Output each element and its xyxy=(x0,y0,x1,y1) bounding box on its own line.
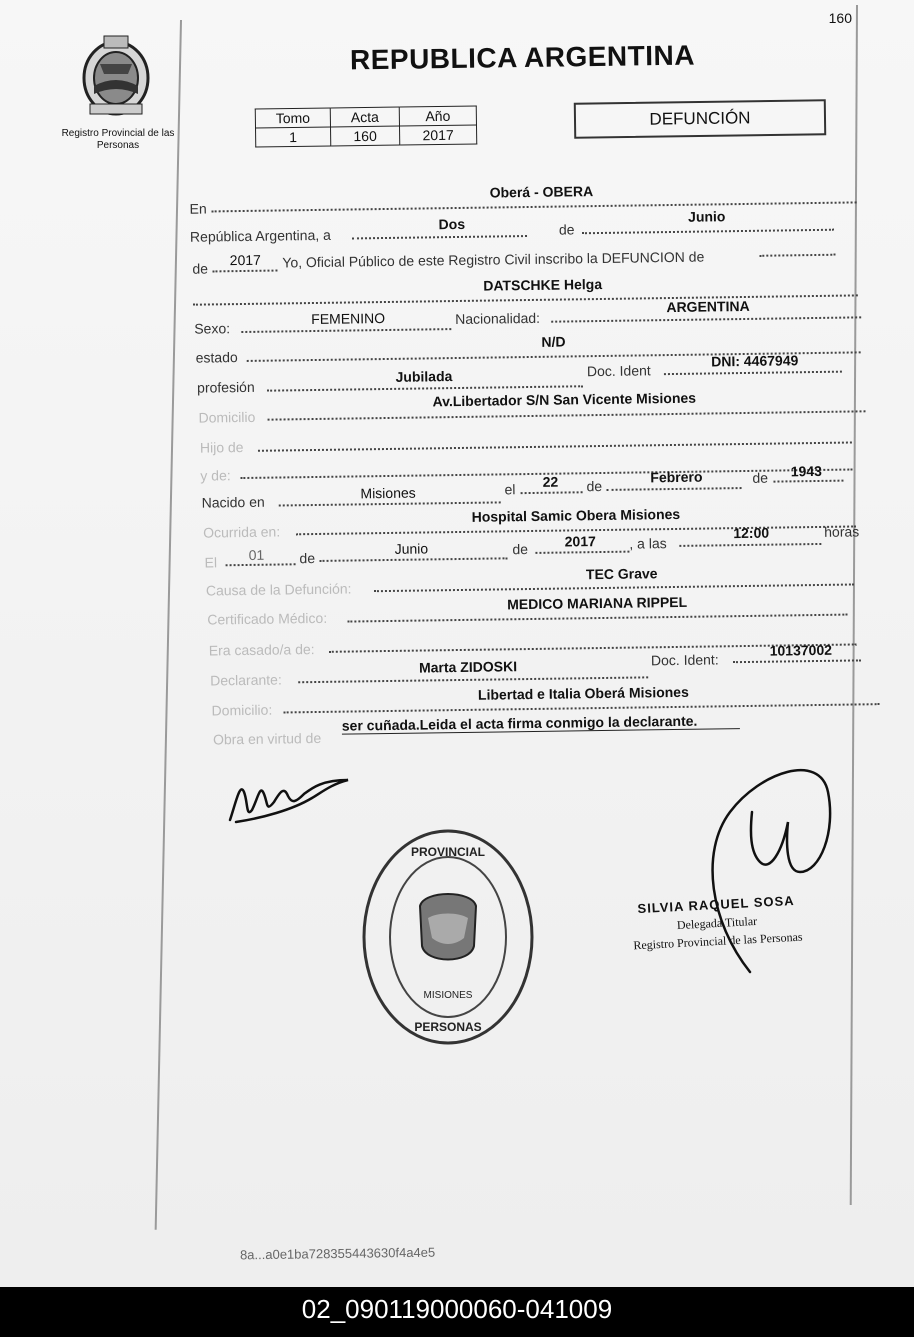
day-word-value: Dos xyxy=(438,215,466,233)
registry-name: Registro Provincial de las Personas xyxy=(61,128,175,151)
anio-value: 2017 xyxy=(399,125,476,145)
born-month-value: Febrero xyxy=(650,468,703,486)
official-name: SILVIA RAQUEL SOSA xyxy=(637,892,795,917)
son-of-label: Hijo de xyxy=(199,439,244,456)
doc-label: Doc. Ident xyxy=(586,362,651,380)
born-month-line xyxy=(607,487,742,491)
tomo-header: Tomo xyxy=(255,108,330,128)
year-line xyxy=(212,270,277,273)
spouse-label: Era casado/a de: xyxy=(208,641,315,659)
document-type-box: DEFUNCIÓN xyxy=(574,99,826,139)
svg-text:MISIONES: MISIONES xyxy=(423,990,473,1001)
document-hash: 8a...a0e1ba728355443630f4a4e5 xyxy=(239,1244,436,1263)
address-value: Av.Libertador S/N San Vicente Misiones xyxy=(432,389,697,410)
declarant-doc-label: Doc. Ident: xyxy=(650,651,719,669)
acta-header: Acta xyxy=(330,107,399,127)
month-value: Junio xyxy=(687,208,726,225)
profession-label: profesión xyxy=(196,378,255,396)
death-time-line xyxy=(679,543,821,547)
declarant-line xyxy=(298,676,648,683)
at-label: , a las xyxy=(629,535,667,552)
page-number: 160 xyxy=(828,10,852,26)
occurred-label: Ocurrida en: xyxy=(203,523,281,541)
declarant-label: Declarante: xyxy=(210,671,282,689)
nationality-value: ARGENTINA xyxy=(666,297,750,316)
cause-line xyxy=(374,583,854,592)
address-line xyxy=(268,410,866,420)
profession-value: Jubilada xyxy=(395,368,453,385)
month-line xyxy=(582,229,834,235)
place-value: Oberá - OBERA xyxy=(489,183,594,201)
death-year-line xyxy=(535,551,629,554)
cause-value: TEC Grave xyxy=(585,565,658,583)
born-place-line xyxy=(279,501,501,506)
official-seal-icon xyxy=(358,826,538,1048)
obra-label: Obra en virtud de xyxy=(212,729,322,748)
occurred-place-value: Hospital Samic Obera Misiones xyxy=(471,505,681,525)
sex-value: FEMENINO xyxy=(311,310,386,328)
republic-label: República Argentina, a xyxy=(189,226,331,245)
death-year-value: 2017 xyxy=(564,533,596,550)
de-label-6: de xyxy=(512,541,529,558)
certificate-label: Certificado Médico: xyxy=(207,609,328,628)
el2-label: El xyxy=(204,554,218,571)
de-label-4: de xyxy=(752,469,769,486)
acta-value: 160 xyxy=(331,126,400,146)
year-value: 2017 xyxy=(229,251,262,269)
footer-bar xyxy=(0,1287,914,1337)
tomo-value: 1 xyxy=(256,127,331,147)
born-year-value: 1943 xyxy=(790,462,823,480)
footer-code: 02_090119000060-041009 xyxy=(301,1294,613,1324)
de-label-3: de xyxy=(586,477,603,495)
death-month-line xyxy=(320,557,508,562)
address-label: Domicilio xyxy=(198,408,256,426)
born-day-line xyxy=(521,491,583,494)
deceased-name-value: DATSCHKE Helga xyxy=(483,275,603,294)
document-title: REPUBLICA ARGENTINA xyxy=(349,39,696,76)
de-label-5: de xyxy=(299,550,316,567)
born-place-value: Misiones xyxy=(360,484,416,502)
day-line xyxy=(352,235,527,239)
svg-text:PROVINCIAL: PROVINCIAL xyxy=(410,845,486,859)
de-label-2: de xyxy=(192,260,209,277)
and-of-label: y de: xyxy=(200,467,231,484)
profession-line xyxy=(267,385,583,391)
closing-text: ser cuñada.Leida el acta firma conmigo la declarante. xyxy=(342,712,740,735)
certificate-line xyxy=(347,614,847,623)
sex-label: Sexo: xyxy=(194,320,231,337)
sex-line xyxy=(241,328,451,333)
declarant-address-line xyxy=(284,703,880,713)
statement-text: Yo, Oficial Público de este Registro Civil inscribo la DEFUNCION de xyxy=(282,248,705,271)
de-label-1: de xyxy=(558,221,575,238)
estado-value: N/D xyxy=(541,333,566,350)
death-month-value: Junio xyxy=(394,540,429,557)
son-of-line xyxy=(258,442,852,452)
born-label: Nacido en xyxy=(201,493,265,511)
cause-label: Causa de la Defunción: xyxy=(205,580,352,599)
doc-value: DNI: 4467949 xyxy=(711,352,799,370)
official-role: Delegada Titular xyxy=(676,913,758,933)
certificate-value: MEDICO MARIANA RIPPEL xyxy=(507,593,688,613)
anio-header: Año xyxy=(399,106,476,126)
en-label: En xyxy=(189,200,207,217)
statement-line xyxy=(759,254,835,257)
born-day-value: 22 xyxy=(542,473,559,490)
official-signature-icon xyxy=(690,752,840,992)
death-time-value: 12:00 xyxy=(733,524,770,542)
doc-line xyxy=(664,371,842,375)
official-organization: Registro Provincial de las Personas xyxy=(633,929,803,953)
declarant-address-label: Domicilio: xyxy=(211,701,273,719)
nationality-label: Nacionalidad: xyxy=(455,309,541,328)
el-label: el xyxy=(504,481,516,498)
death-day-line xyxy=(226,563,296,566)
nationality-line xyxy=(551,316,861,322)
declarant-address-value: Libertad e Italia Oberá Misiones xyxy=(477,683,689,703)
official-stamp xyxy=(611,891,824,956)
declarant-doc-line xyxy=(733,659,861,663)
hours-label: horas xyxy=(824,523,860,540)
declarant-value: Marta ZIDOSKI xyxy=(418,658,518,676)
declarant-doc-value: 10137002 xyxy=(769,641,833,659)
death-day-value: 01 xyxy=(248,546,265,563)
estado-label: estado xyxy=(195,349,238,366)
svg-text:PERSONAS: PERSONAS xyxy=(414,1020,482,1034)
born-year-line xyxy=(773,480,843,483)
declarant-signature-icon xyxy=(222,762,362,832)
